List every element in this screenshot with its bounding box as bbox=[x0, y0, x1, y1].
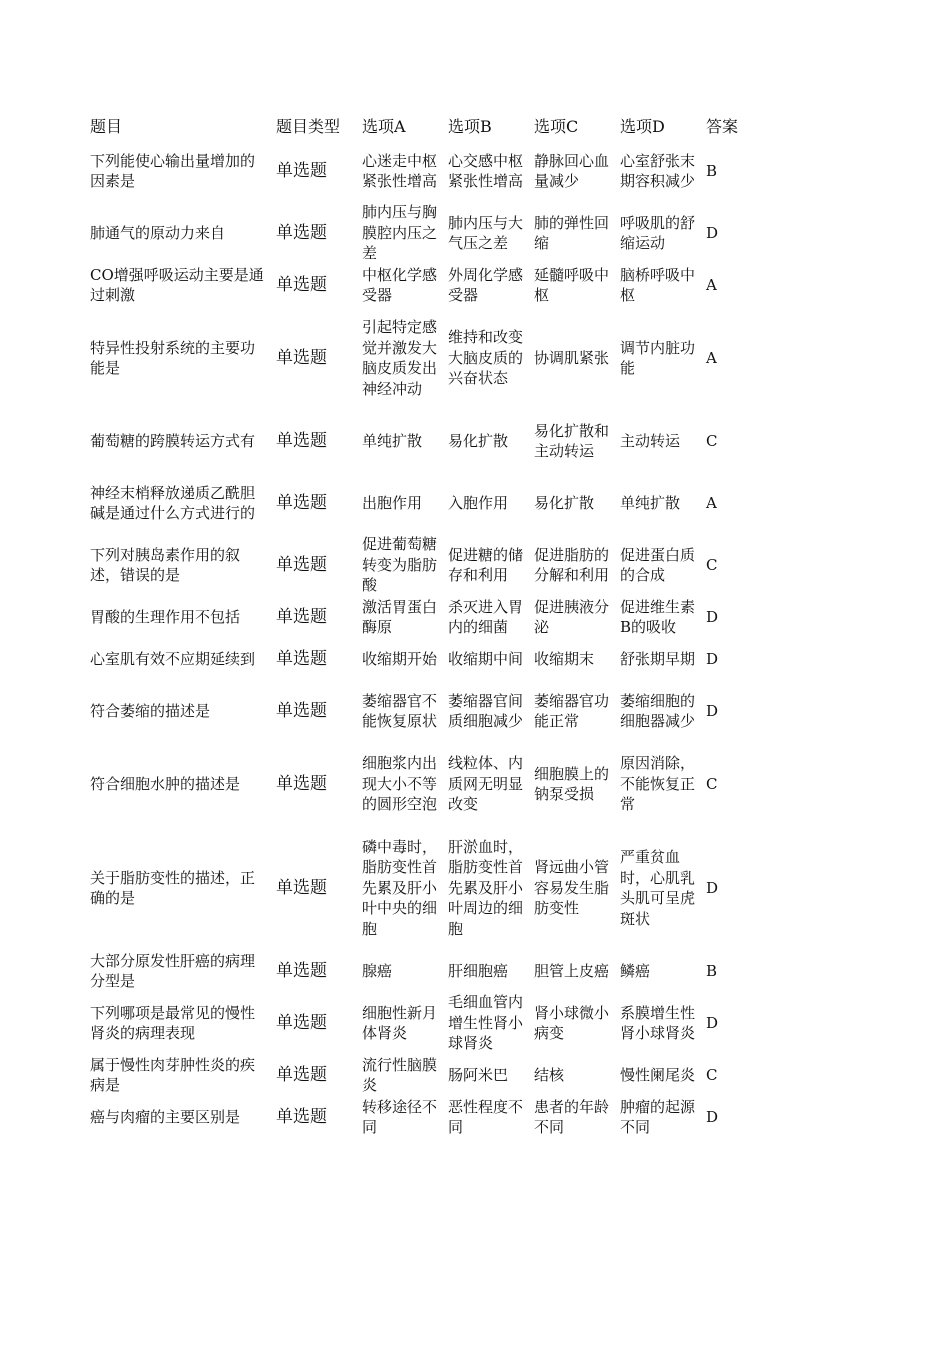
question-cell: 胃酸的生理作用不包括 bbox=[90, 607, 241, 626]
option-d-cell: 单纯扩散 bbox=[620, 493, 681, 512]
answer-cell: B bbox=[706, 961, 718, 980]
option-b-cell: 肝淤血时，脂肪变性首先累及肝小叶周边的细胞 bbox=[448, 837, 524, 938]
option-b-cell: 收缩期中间 bbox=[448, 649, 524, 668]
option-b-cell: 肝细胞癌 bbox=[448, 961, 509, 980]
option-b-cell: 肠阿米巴 bbox=[448, 1065, 509, 1084]
option-a-cell: 萎缩器官不能恢复原状 bbox=[362, 691, 438, 730]
option-d-cell: 原因消除，不能恢复正常 bbox=[620, 754, 696, 814]
answer-cell: C bbox=[706, 555, 718, 574]
option-c-cell: 细胞膜上的钠泵受损 bbox=[534, 764, 610, 803]
option-c-cell: 结核 bbox=[534, 1065, 565, 1084]
option-a-cell: 细胞性新月体肾炎 bbox=[362, 1003, 438, 1042]
option-b-cell: 线粒体、内质网无明显改变 bbox=[448, 754, 524, 814]
question-cell: 符合细胞水肿的描述是 bbox=[90, 774, 241, 793]
option-c-cell: 肺的弹性回缩 bbox=[534, 213, 610, 252]
question-cell: CO增强呼吸运动主要是通过刺激 bbox=[90, 265, 264, 304]
table-row bbox=[86, 1096, 766, 1138]
type-cell: 单选题 bbox=[276, 347, 327, 368]
option-a-cell: 流行性脑膜炎 bbox=[362, 1055, 438, 1094]
option-b-cell: 心交感中枢紧张性增高 bbox=[448, 151, 524, 190]
question-cell: 下列对胰岛素作用的叙述，错误的是 bbox=[90, 545, 241, 584]
table-row bbox=[86, 950, 766, 992]
table-row bbox=[86, 1054, 766, 1096]
option-d-cell: 促进维生素B的吸收 bbox=[620, 597, 696, 636]
answer-cell: C bbox=[706, 431, 718, 450]
header-question: 题目 bbox=[90, 117, 123, 136]
option-b-cell: 毛细血管内增生性肾小球肾炎 bbox=[448, 993, 524, 1053]
header-option-d: 选项D bbox=[620, 117, 665, 136]
type-cell: 单选题 bbox=[276, 274, 327, 295]
option-a-cell: 心迷走中枢紧张性增高 bbox=[362, 151, 438, 190]
option-a-cell: 腺癌 bbox=[362, 961, 393, 980]
option-a-cell: 中枢化学感受器 bbox=[362, 265, 438, 304]
option-c-cell: 胆管上皮癌 bbox=[534, 961, 610, 980]
option-c-cell: 收缩期末 bbox=[534, 649, 595, 668]
option-a-cell: 出胞作用 bbox=[362, 493, 423, 512]
option-d-cell: 调节内脏功能 bbox=[620, 338, 696, 377]
header-answer: 答案 bbox=[706, 117, 739, 136]
question-table bbox=[86, 114, 766, 1138]
option-c-cell: 肾远曲小管容易发生脂肪变性 bbox=[534, 858, 610, 918]
option-c-cell: 促进脂肪的分解和利用 bbox=[534, 545, 610, 584]
type-cell: 单选题 bbox=[276, 492, 327, 513]
option-c-cell: 易化扩散和主动转运 bbox=[534, 421, 610, 460]
type-cell: 单选题 bbox=[276, 648, 327, 669]
option-a-cell: 收缩期开始 bbox=[362, 649, 438, 668]
table-row bbox=[86, 638, 766, 680]
question-cell: 葡萄糖的跨膜转运方式有 bbox=[90, 431, 256, 450]
option-d-cell: 肿瘤的起源不同 bbox=[620, 1097, 696, 1136]
type-cell: 单选题 bbox=[276, 606, 327, 627]
answer-cell: D bbox=[706, 607, 719, 626]
table-row bbox=[86, 202, 766, 264]
table-row bbox=[86, 534, 766, 596]
option-b-cell: 维持和改变大脑皮质的兴奋状态 bbox=[448, 328, 524, 388]
type-cell: 单选题 bbox=[276, 877, 327, 898]
type-cell: 单选题 bbox=[276, 554, 327, 575]
type-cell: 单选题 bbox=[276, 773, 327, 794]
type-cell: 单选题 bbox=[276, 1012, 327, 1033]
option-a-cell: 磷中毒时，脂肪变性首先累及肝小叶中央的细胞 bbox=[362, 837, 438, 938]
table-header bbox=[86, 114, 766, 140]
option-c-cell: 静脉回心血量减少 bbox=[534, 151, 610, 190]
type-cell: 单选题 bbox=[276, 960, 327, 981]
question-cell: 特异性投射系统的主要功能是 bbox=[90, 338, 256, 377]
answer-cell: A bbox=[706, 348, 717, 367]
answer-cell: A bbox=[706, 493, 717, 512]
table-row bbox=[86, 826, 766, 950]
question-cell: 癌与肉瘤的主要区别是 bbox=[90, 1107, 241, 1126]
header-type: 题目类型 bbox=[276, 117, 341, 136]
table-row bbox=[86, 306, 766, 410]
option-b-cell: 萎缩器官间质细胞减少 bbox=[448, 691, 524, 730]
question-cell: 下列哪项是最常见的慢性肾炎的病理表现 bbox=[90, 1003, 256, 1042]
type-cell: 单选题 bbox=[276, 430, 327, 451]
option-c-cell: 易化扩散 bbox=[534, 493, 595, 512]
option-d-cell: 促进蛋白质的合成 bbox=[620, 545, 696, 584]
question-cell: 关于脂肪变性的描述，正确的是 bbox=[90, 868, 256, 907]
header-option-b: 选项B bbox=[448, 117, 492, 136]
answer-cell: D bbox=[706, 878, 719, 897]
option-c-cell: 患者的年龄不同 bbox=[534, 1097, 610, 1136]
option-c-cell: 促进胰液分泌 bbox=[534, 597, 610, 636]
table-row bbox=[86, 596, 766, 638]
option-a-cell: 肺内压与胸膜腔内压之差 bbox=[362, 203, 438, 263]
option-b-cell: 易化扩散 bbox=[448, 431, 509, 450]
option-b-cell: 杀灭进入胃内的细菌 bbox=[448, 597, 524, 636]
option-a-cell: 转移途径不同 bbox=[362, 1097, 438, 1136]
question-cell: 属于慢性肉芽肿性炎的疾病是 bbox=[90, 1055, 256, 1094]
table-row bbox=[86, 992, 766, 1054]
option-d-cell: 呼吸肌的舒缩运动 bbox=[620, 213, 696, 252]
answer-cell: B bbox=[706, 161, 718, 180]
option-a-cell: 细胞浆内出现大小不等的圆形空泡 bbox=[362, 754, 438, 814]
table-row bbox=[86, 472, 766, 534]
answer-cell: D bbox=[706, 649, 719, 668]
answer-cell: D bbox=[706, 1107, 719, 1126]
type-cell: 单选题 bbox=[276, 700, 327, 721]
option-d-cell: 严重贫血时，心肌乳头肌可呈虎斑状 bbox=[620, 848, 696, 928]
option-d-cell: 萎缩细胞的细胞器减少 bbox=[620, 691, 696, 730]
answer-cell: D bbox=[706, 701, 719, 720]
option-d-cell: 鳞癌 bbox=[620, 961, 651, 980]
option-a-cell: 激活胃蛋白酶原 bbox=[362, 597, 438, 636]
header-option-a: 选项A bbox=[362, 117, 406, 136]
option-c-cell: 萎缩器官功能正常 bbox=[534, 691, 610, 730]
answer-cell: D bbox=[706, 1013, 719, 1032]
option-a-cell: 引起特定感觉并激发大脑皮质发出神经冲动 bbox=[362, 318, 438, 398]
question-cell: 符合萎缩的描述是 bbox=[90, 701, 211, 720]
table-row bbox=[86, 410, 766, 472]
option-b-cell: 恶性程度不同 bbox=[448, 1097, 524, 1136]
type-cell: 单选题 bbox=[276, 160, 327, 181]
table-row bbox=[86, 680, 766, 742]
option-b-cell: 入胞作用 bbox=[448, 493, 509, 512]
type-cell: 单选题 bbox=[276, 1106, 327, 1127]
question-cell: 肺通气的原动力来自 bbox=[90, 223, 226, 242]
question-cell: 心室肌有效不应期延续到 bbox=[90, 649, 256, 668]
type-cell: 单选题 bbox=[276, 1064, 327, 1085]
option-c-cell: 肾小球微小病变 bbox=[534, 1003, 610, 1042]
table-body bbox=[86, 140, 766, 1138]
table-row bbox=[86, 264, 766, 306]
header-option-c: 选项C bbox=[534, 117, 579, 136]
option-d-cell: 系膜增生性肾小球肾炎 bbox=[620, 1003, 696, 1042]
header-row bbox=[86, 114, 766, 140]
question-cell: 大部分原发性肝癌的病理分型是 bbox=[90, 951, 256, 990]
option-a-cell: 单纯扩散 bbox=[362, 431, 423, 450]
answer-cell: C bbox=[706, 774, 718, 793]
option-b-cell: 促进糖的储存和利用 bbox=[448, 545, 524, 584]
option-c-cell: 延髓呼吸中枢 bbox=[534, 265, 610, 304]
option-b-cell: 外周化学感受器 bbox=[448, 265, 524, 304]
option-a-cell: 促进葡萄糖转变为脂肪酸 bbox=[362, 535, 438, 595]
question-cell: 神经末梢释放递质乙酰胆碱是通过什么方式进行的 bbox=[90, 483, 256, 522]
type-cell: 单选题 bbox=[276, 222, 327, 243]
option-b-cell: 肺内压与大气压之差 bbox=[448, 213, 524, 252]
option-d-cell: 心室舒张末期容积减少 bbox=[620, 151, 696, 190]
answer-cell: A bbox=[706, 275, 717, 294]
option-d-cell: 脑桥呼吸中枢 bbox=[620, 265, 696, 304]
answer-cell: D bbox=[706, 223, 719, 242]
option-d-cell: 舒张期早期 bbox=[620, 649, 696, 668]
table-row bbox=[86, 742, 766, 826]
option-d-cell: 主动转运 bbox=[620, 431, 681, 450]
option-d-cell: 慢性阑尾炎 bbox=[620, 1065, 696, 1084]
answer-cell: C bbox=[706, 1065, 718, 1084]
option-c-cell: 协调肌紧张 bbox=[534, 348, 610, 367]
table-row bbox=[86, 140, 766, 202]
question-cell: 下列能使心输出量增加的因素是 bbox=[90, 151, 256, 190]
